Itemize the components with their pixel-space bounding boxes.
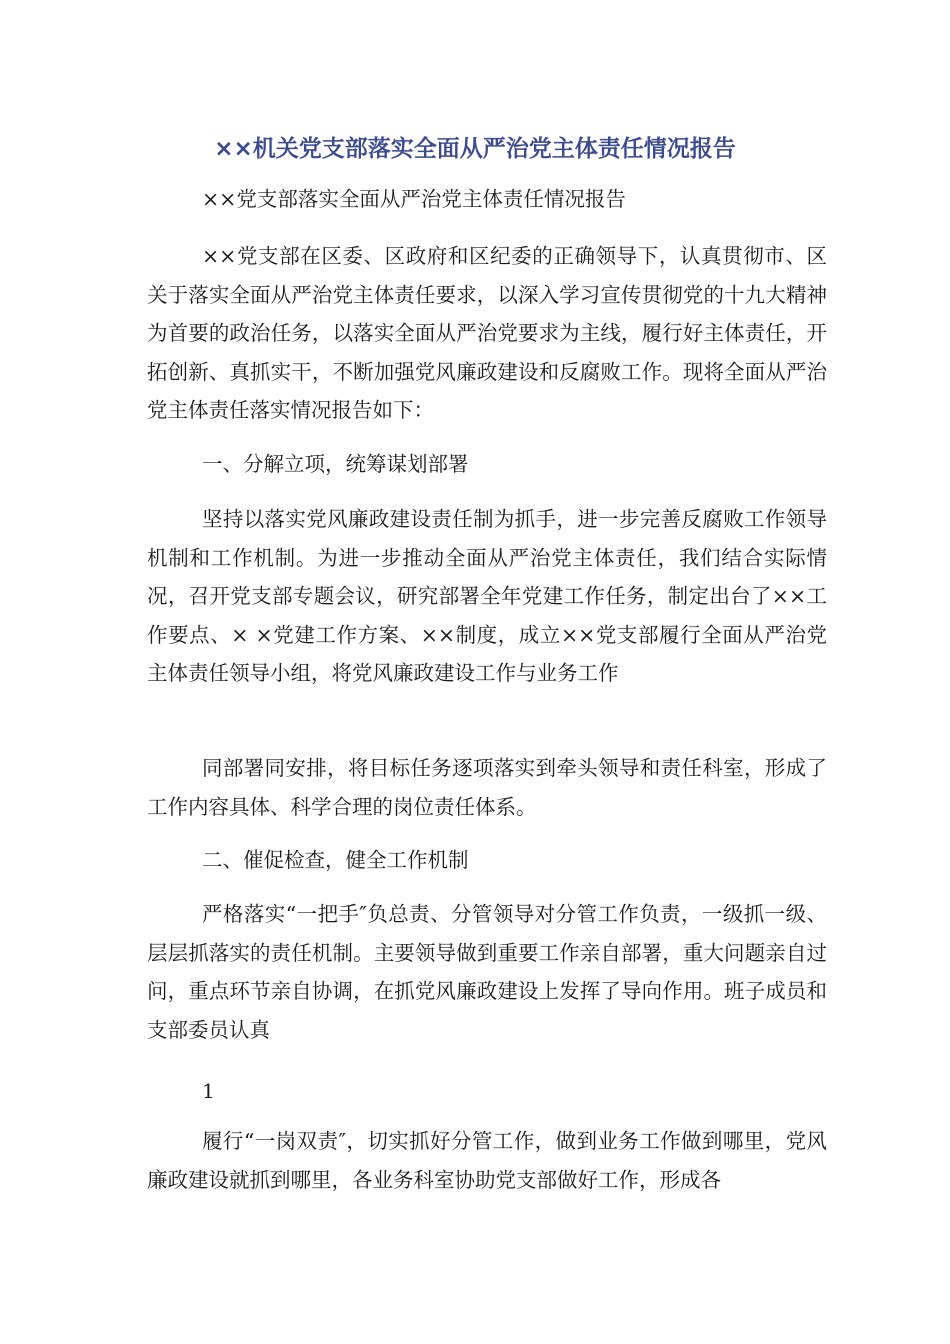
subtitle-paragraph: ××党支部落实全面从严治党主体责任情况报告 [202,187,626,211]
section-1-paragraph-2: 同部署同安排，将目标任务逐项落实到牵头领导和责任科室，形成了工作内容具体、科学合理的岗位责任体系。 [147,756,827,819]
document-title: ××机关党支部落实全面从严治党主体责任情况报告 [214,136,736,162]
section-2-paragraph-1: 严格落实“一把手″负总责、分管领导对分管工作负责，一级抓一级、层层抓落实的责任机制。主要领导做到重要工作亲自部署，重大问题亲自过问，重点环节亲自协调，在抓党风廉政建设上发挥了导向作用。班子成员和支部委员认真 [147,902,827,1042]
intro-paragraph: ××党支部在区委、区政府和区纪委的正确领导下，认真贯彻市、区关于落实全面从严治党主体责任要求，以深入学习宣传贯彻党的十九大精神为首要的政治任务，以落实全面从严治党要求为主线，履行好主体责任，开拓创新、真抓实干，不断加强党风廉政建设和反腐败工作。现将全面从严治党主体责任落实情况报告如下： [147,244,827,423]
section-heading-1: 一、分解立项，统筹谋划部署 [202,452,469,476]
section-1-paragraph-1: 坚持以落实党风廉政建设责任制为抓手，进一步完善反腐败工作领导机制和工作机制。为进一步推动全面从严治党主体责任，我们结合实际情况，召开党支部专题会议，研究部署全年党建工作任务，制定出台了××工作要点、× ×党建工作方案、××制度，成立××党支部履行全面从严治党主体责任领导小组，将党风廉政建设工作与业务工作 [147,507,827,686]
section-heading-2: 二、催促检查，健全工作机制 [202,848,469,872]
section-2-paragraph-2: 履行“一岗双责″，切实抓好分管工作，做到业务工作做到哪里，党风廉政建设就抓到哪里，各业务科室协助党支部做好工作，形成各 [147,1129,827,1192]
page-number: 1 [202,1079,215,1103]
